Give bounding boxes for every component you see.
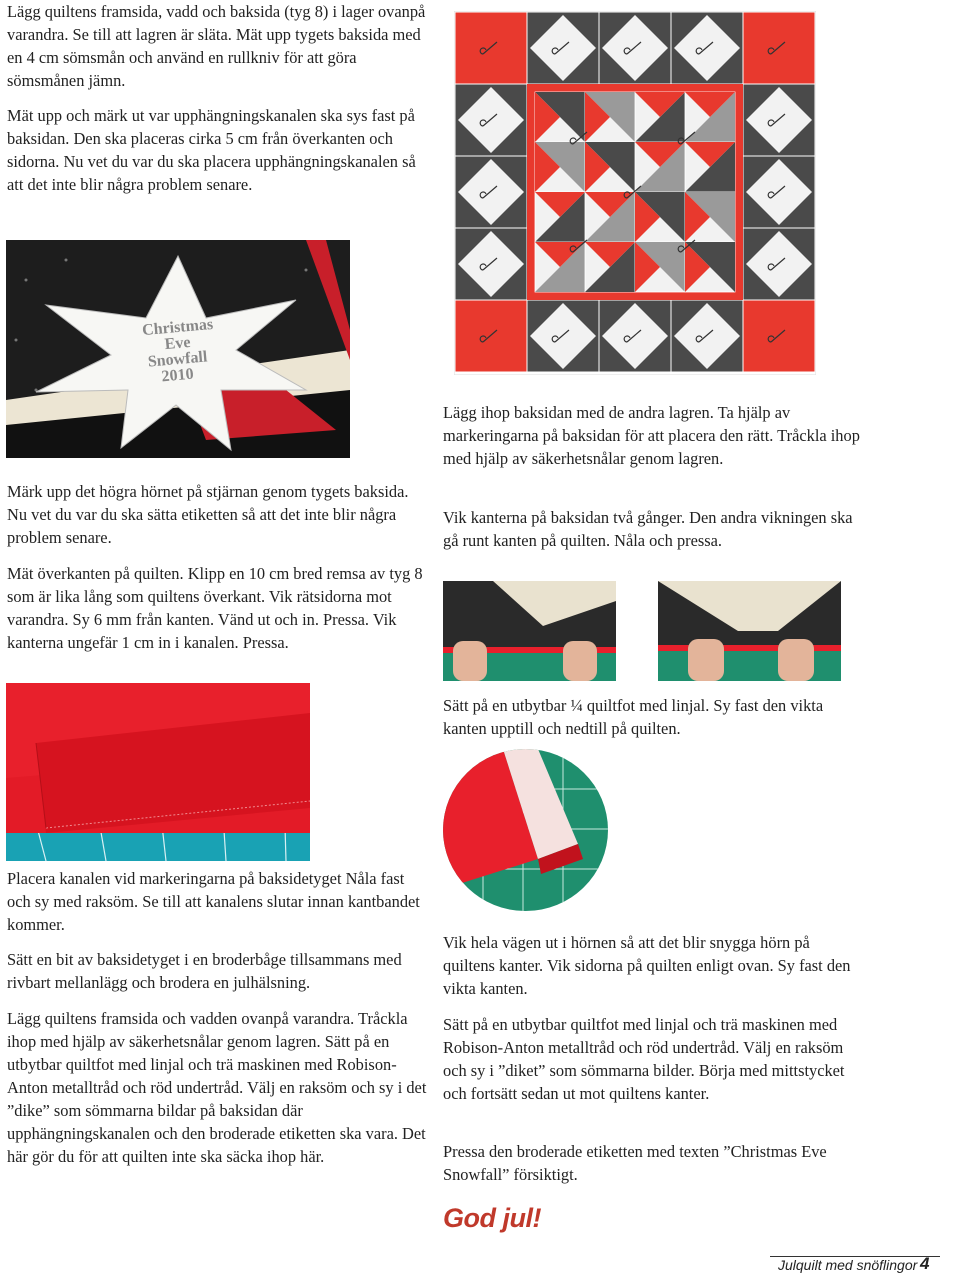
page-footer [760, 1254, 940, 1276]
quilt-diagram [454, 11, 816, 375]
instruction-paragraph: Lägg quiltens framsida och vadden ovanpå varandra. Tråckla ihop med hjälp av säkerhetsnålar genom lagren. Sätt på en utbytbar quiltfot med linjal och trä maskinen med Robison-Anton metalltråd och röd undertråd. Välj en raksöm och sy i det ”dike” som sömmarna bildar på baksidan där upphängningskanalen och den broderade etiketten ska vara. Det här gör du för att quilten inte ska säcka ihop här. [7, 1009, 427, 1166]
label-photo [6, 240, 350, 458]
instruction-paragraph: Sätt på en utbytbar ¼ quiltfot med linjal. Sy fast den vikta kanten upptill och nedtill på quilten. [443, 696, 824, 738]
label-text-line: 2010 [160, 365, 195, 386]
channel-photo [6, 683, 310, 861]
folding-photo-2 [658, 581, 841, 681]
label-text-line: Snowfall [147, 348, 209, 371]
folding-photo [443, 581, 616, 681]
quilt-corner-block [455, 12, 527, 84]
instruction-paragraph: Pressa den broderade etiketten med texten ”Christmas Eve Snowfall” försiktigt. [443, 1142, 827, 1184]
presser-foot-photo [443, 749, 608, 911]
quilt-corner-block [455, 300, 527, 372]
instruction-paragraph: Märk upp det högra hörnet på stjärnan genom tygets baksida. Nu vet du var du ska sätta etiketten så att det inte blir några problem senare. [7, 482, 409, 547]
instruction-paragraph: Vik hela vägen ut i hörnen så att det blir snygga hörn på quiltens kanter. Vik sidorna på quilten enligt ovan. Sy fast den vikta kanten. [443, 933, 851, 998]
label-text-line: Eve [164, 333, 192, 354]
instruction-paragraph: Lägg ihop baksidan med de andra lagren. Ta hjälp av markeringarna på baksidan för att placera den rätt. Tråckla ihop med hjälp av säkerhetsnålar genom lagren. [443, 403, 860, 468]
instruction-paragraph: Placera kanalen vid markeringarna på baksidetyget Nåla fast och sy med raksöm. Se till att kanalens slutar innan kantbandet kommer. [7, 869, 420, 934]
closing-greeting: God jul! [443, 1203, 541, 1233]
quilt-corner-block [743, 12, 815, 84]
label-text-line: Christmas [141, 315, 214, 340]
instruction-paragraph: Vik kanterna på baksidan två gånger. Den andra vikningen ska gå runt kanten på quilten. Nåla och pressa. [443, 508, 853, 550]
instruction-paragraph: Sätt en bit av baksidetyget i en broderbåge tillsammans med rivbart mellanlägg och brodera en julhälsning. [7, 950, 402, 992]
instruction-paragraph: Lägg quiltens framsida, vadd och baksida (tyg 8) i lager ovanpå varandra. Se till att lagren är släta. Mät upp tygets baksida med en 4 cm sömsmån och använd en rullkniv för att göra sömsmånen jämn. [7, 2, 426, 90]
page-number: 4 [920, 1254, 930, 1273]
quilt-corner-block [743, 300, 815, 372]
footer-title: Julquilt med snöflingor [778, 1257, 918, 1273]
instruction-paragraph: Mät överkanten på quilten. Klipp en 10 cm bred remsa av tyg 8 som är lika lång som quiltens överkant. Vik rätsidorna mot varandra. Sy 6 mm från kanten. Vänd ut och in. Pressa. Vik kanterna ungefär 1 cm in i kanalen. Pressa. [7, 564, 423, 652]
instruction-paragraph: Mät upp och märk ut var upphängningskanalen ska sys fast på baksidan. Den ska placeras cirka 5 cm från överkanten och sidorna. Nu vet du var du ska placera upphängningskanalen så att det inte blir några problem senare. [7, 106, 416, 194]
instruction-paragraph: Sätt på en utbytbar quiltfot med linjal och trä maskinen med Robison-Anton metalltråd och röd undertråd. Välj en raksöm och sy i ”diket” som sömmarna bilder. Börja med mittstycket och fortsätt sedan ut mot quiltens kanter. [443, 1015, 845, 1103]
